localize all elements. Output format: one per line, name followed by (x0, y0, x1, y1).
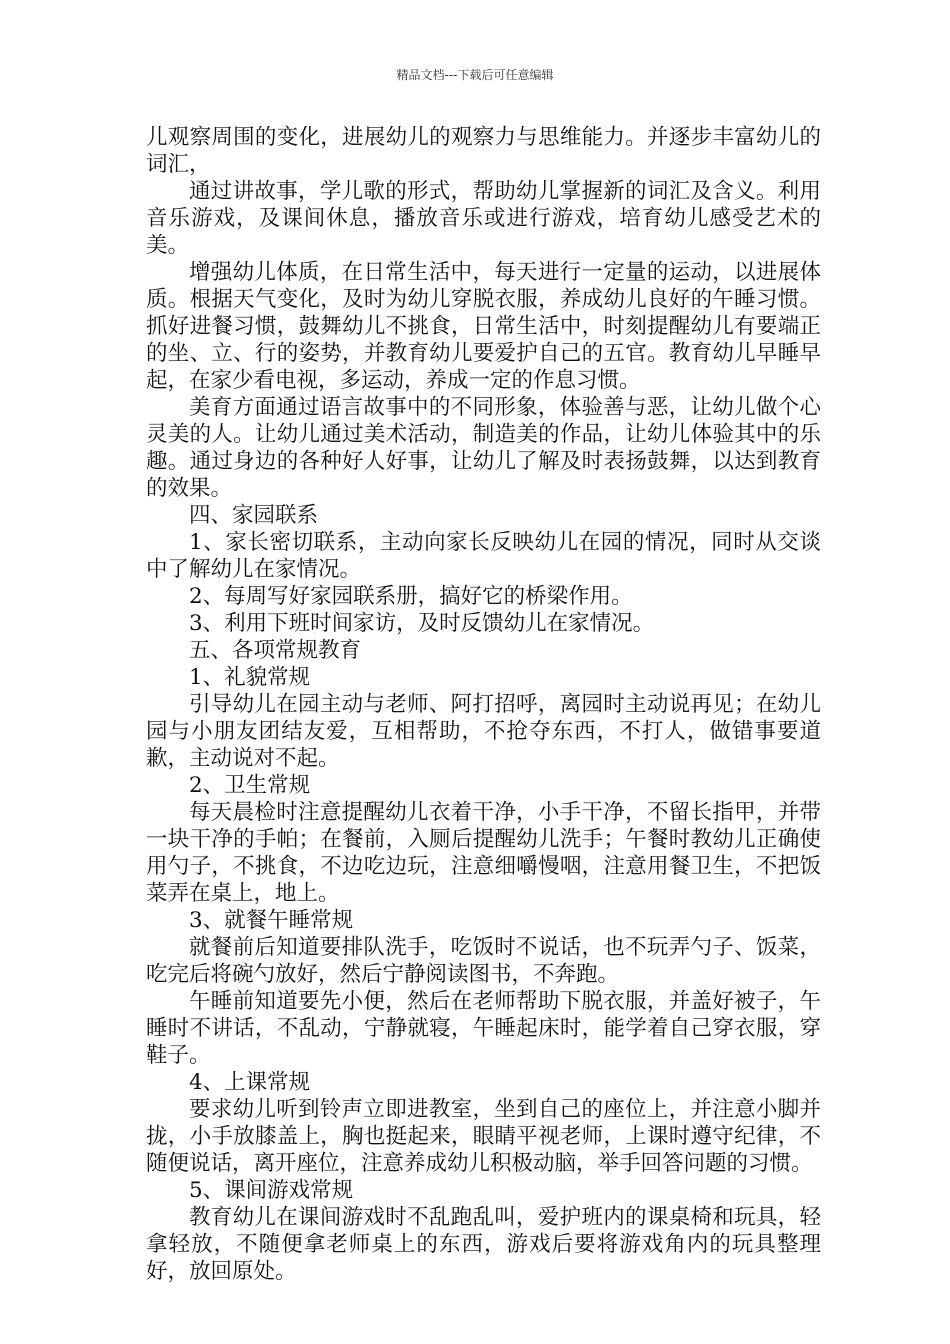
page-header: 精品文档---下载后可任意编辑 (396, 68, 554, 82)
paragraph: 增强幼儿体质，在日常生活中，每天进行一定量的运动，以进展体质。根据天气变化，及时为幼儿穿脱衣服，养成幼儿良好的午睡习惯。抓好进餐习惯，鼓舞幼儿不挑食，日常生活中，时刻提醒幼儿有要端正的坐、立、行的姿势，并教育幼儿要爱护自己的五官。教育幼儿早睡早起，在家少看电视，多运动，养成一定的作息习惯。 (146, 260, 821, 393)
paragraph: 五、各项常规教育 (189, 638, 362, 663)
paragraph: 引导幼儿在园主动与老师、阿打招呼，离园时主动说再见；在幼儿园与小朋友团结友爱，互相帮助，不抢夺东西，不打人，做错事要道歉，主动说对不起。 (146, 692, 821, 771)
paragraph: 5、课间游戏常规 (189, 1178, 354, 1203)
paragraph: 2、每周写好家园联系册，搞好它的桥梁作用。 (189, 584, 633, 609)
paragraph: 每天晨检时注意提醒幼儿衣着干净，小手干净，不留长指甲，并带一块干净的手帕；在餐前，入厕后提醒幼儿洗手；午餐时教幼儿正确使用勺子，不挑食，不边吃边玩，注意细嚼慢咽，注意用餐卫生，不把饭菜弄在桌上，地上。 (146, 800, 821, 906)
paragraph: 美育方面通过语言故事中的不同形象，体验善与恶，让幼儿做个心灵美的人。让幼儿通过美术活动，制造美的作品，让幼儿体验其中的乐趣。通过身边的各种好人好事，让幼儿了解及时表扬鼓舞，以达到教育的效果。 (146, 395, 821, 501)
paragraph: 4、上课常规 (189, 1070, 311, 1095)
paragraph: 1、礼貌常规 (189, 665, 311, 690)
paragraph: 四、家园联系 (189, 503, 319, 528)
paragraph: 通过讲故事，学儿歌的形式，帮助幼儿掌握新的词汇及含义。利用音乐游戏，及课间休息，播放音乐或进行游戏，培育幼儿感受艺术的美。 (146, 179, 821, 258)
paragraph: 儿观察周围的变化，进展幼儿的观察力与思维能力。并逐步丰富幼儿的词汇， (146, 125, 821, 177)
paragraph: 要求幼儿听到铃声立即进教室，坐到自己的座位上，并注意小脚并拢，小手放膝盖上，胸也挺起来，眼睛平视老师，上课时遵守纪律，不随便说话，离开座位，注意养成幼儿积极动脑，举手回答问题的习惯。 (146, 1097, 821, 1176)
paragraph: 教育幼儿在课间游戏时不乱跑乱叫，爱护班内的课桌椅和玩具，轻拿轻放，不随便拿老师桌上的东西，游戏后要将游戏角内的玩具整理好，放回原处。 (146, 1205, 821, 1284)
paragraph: 3、利用下班时间家访，及时反馈幼儿在家情况。 (189, 611, 655, 636)
paragraph: 就餐前后知道要排队洗手，吃饭时不说话，也不玩弄勺子、饭菜，吃完后将碗勺放好，然后宁静阅读图书，不奔跑。 (146, 935, 821, 987)
paragraph: 午睡前知道要先小便，然后在老师帮助下脱衣服，并盖好被子，午睡时不讲话，不乱动，宁静就寝，午睡起床时，能学着自己穿衣服，穿鞋子。 (146, 989, 821, 1068)
paragraph: 2、卫生常规 (189, 773, 311, 798)
paragraph: 3、就餐午睡常规 (189, 908, 354, 933)
document-body (146, 124, 821, 1285)
paragraph: 1、家长密切联系，主动向家长反映幼儿在园的情况，同时从交谈中了解幼儿在家情况。 (146, 530, 821, 582)
